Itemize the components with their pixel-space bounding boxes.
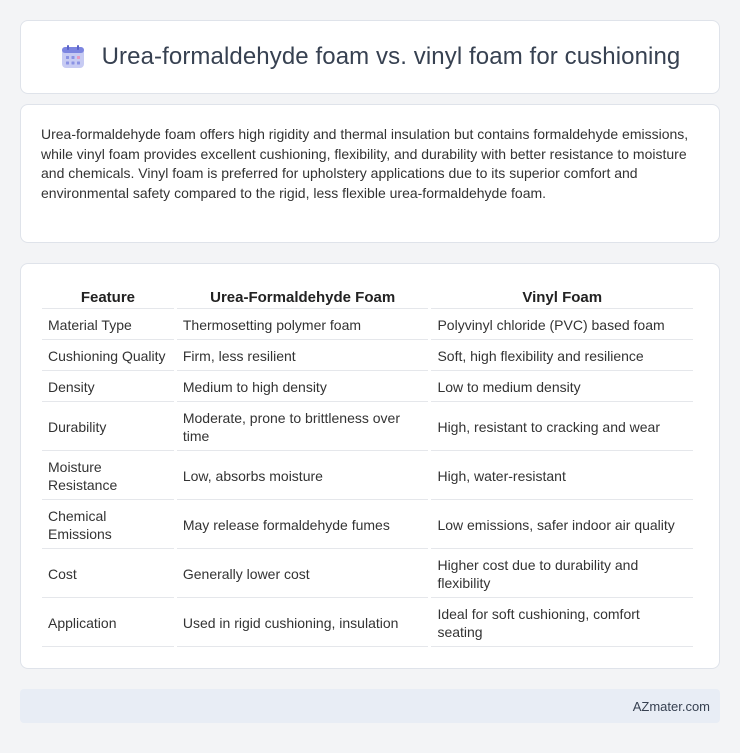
vinyl-cell: High, resistant to cracking and wear — [431, 404, 693, 451]
urea-cell: Generally lower cost — [177, 551, 429, 598]
table-row — [42, 453, 693, 500]
column-header-feature: Feature — [42, 287, 174, 309]
table-row — [42, 342, 693, 371]
urea-cell: Firm, less resilient — [177, 342, 429, 371]
vinyl-cell: High, water-resistant — [431, 453, 693, 500]
feature-cell: Moisture Resistance — [42, 453, 174, 500]
urea-cell: May release formaldehyde fumes — [177, 502, 429, 549]
urea-cell: Used in rigid cushioning, insulation — [177, 600, 429, 647]
vinyl-cell: Low to medium density — [431, 373, 693, 402]
table-row — [42, 311, 693, 340]
table-row — [42, 502, 693, 549]
table-row — [42, 404, 693, 451]
vinyl-cell: Higher cost due to durability and flexibility — [431, 551, 693, 598]
table-header-row — [42, 287, 693, 309]
urea-cell: Low, absorbs moisture — [177, 453, 429, 500]
feature-cell: Chemical Emissions — [42, 502, 174, 549]
urea-cell: Medium to high density — [177, 373, 429, 402]
table-row — [42, 600, 693, 647]
feature-cell: Application — [42, 600, 174, 647]
urea-cell: Thermosetting polymer foam — [177, 311, 429, 340]
urea-cell: Moderate, prone to brittleness over time — [177, 404, 429, 451]
table-row — [42, 373, 693, 402]
feature-cell: Density — [42, 373, 174, 402]
comparison-table-card — [20, 263, 720, 669]
calendar-icon — [60, 44, 86, 70]
summary-card — [20, 104, 720, 243]
comparison-table — [39, 285, 696, 649]
page-title: Urea-formaldehyde foam vs. vinyl foam for cushioning — [101, 43, 681, 70]
feature-cell: Cushioning Quality — [42, 342, 174, 371]
feature-cell: Cost — [42, 551, 174, 598]
vinyl-cell: Low emissions, safer indoor air quality — [431, 502, 693, 549]
vinyl-cell: Polyvinyl chloride (PVC) based foam — [431, 311, 693, 340]
table-row — [42, 551, 693, 598]
feature-cell: Durability — [42, 404, 174, 451]
vinyl-cell: Soft, high flexibility and resilience — [431, 342, 693, 371]
column-header-vinyl: Vinyl Foam — [431, 287, 693, 309]
footer-site-link[interactable]: AZmater.com — [632, 698, 710, 714]
summary-text: Urea-formaldehyde foam offers high rigidity and thermal insulation but contains formaldehyde emissions, while vinyl foam provides excellent cushioning, flexibility, and durability with better resistance to moisture and chemicals. Vinyl foam is preferred for upholstery applications due to its superior comfort and environmental safety compared to the rigid, less flexible urea-formaldehyde foam. — [41, 126, 689, 201]
title-wrap — [60, 43, 681, 71]
title-card — [20, 20, 720, 94]
column-header-urea-formaldehyde: Urea-Formaldehyde Foam — [177, 287, 429, 309]
vinyl-cell: Ideal for soft cushioning, comfort seating — [431, 600, 693, 647]
footer-bar — [20, 689, 720, 723]
feature-cell: Material Type — [42, 311, 174, 340]
